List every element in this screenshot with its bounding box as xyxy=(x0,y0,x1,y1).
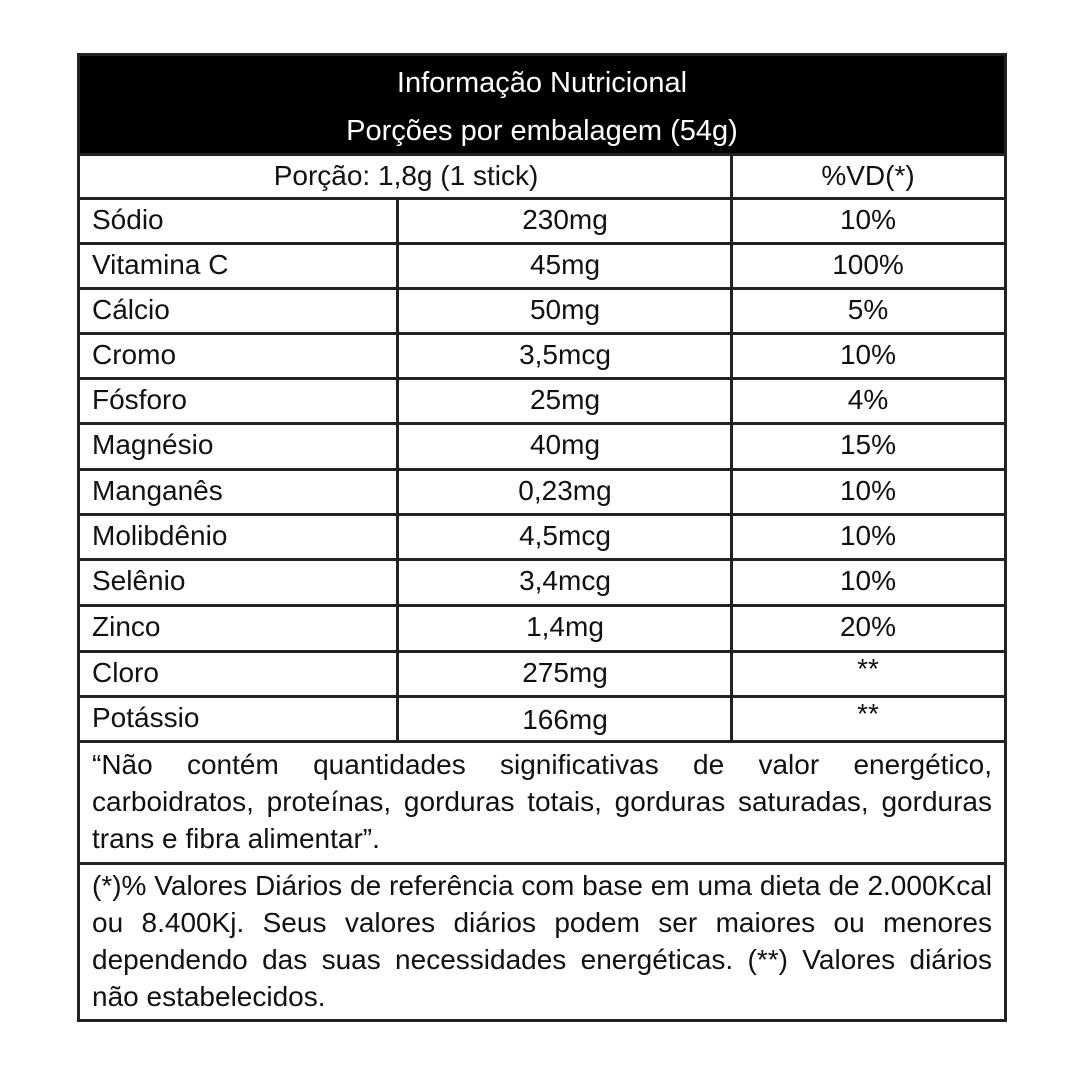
nutrient-name: Cálcio xyxy=(92,294,170,325)
nutrient-name: Manganês xyxy=(92,475,223,506)
portion-size-header: Porção: 1,8g (1 stick) xyxy=(273,160,539,191)
row-divider xyxy=(80,242,1004,245)
column-divider xyxy=(730,153,733,743)
row-divider xyxy=(80,332,1004,335)
table-title: Informação Nutricional xyxy=(396,67,688,99)
daily-values-reference-note: (*)% Valores Diários de referência com base em uma dieta de 2.000Kcal ou 8.400Kj. Seus valores diários podem ser maiores ou menores dependendo das suas necessidades energéticas. (**) Valores diários não estabelecidos. xyxy=(92,870,992,1012)
nutrition-facts-table xyxy=(77,53,1007,1022)
row-divider xyxy=(80,468,1004,471)
nutrient-name: Magnésio xyxy=(92,429,214,460)
row-divider xyxy=(80,197,1004,200)
row-divider xyxy=(80,695,1004,698)
nutrient-name: Selênio xyxy=(92,565,186,596)
row-divider xyxy=(80,513,1004,516)
nutrient-name: Potássio xyxy=(92,702,200,733)
nutrient-amount: 25mg xyxy=(529,384,601,415)
nutrient-amount: 50mg xyxy=(529,294,601,325)
nutrient-daily-value: 15% xyxy=(839,429,897,460)
nutrient-amount: 3,4mcg xyxy=(519,565,611,596)
nutrient-daily-value: ** xyxy=(857,653,879,684)
nutrient-daily-value: ** xyxy=(857,698,879,729)
nutrient-daily-value: 10% xyxy=(839,204,897,235)
nutrient-amount: 3,5mcg xyxy=(519,339,611,370)
nutrient-amount: 0,23mg xyxy=(518,475,612,506)
row-divider xyxy=(80,422,1004,425)
nutrient-amount: 230mg xyxy=(522,204,608,235)
nutrient-name: Cloro xyxy=(92,657,159,688)
nutrient-name: Sódio xyxy=(92,204,164,235)
nutrient-amount: 1,4mg xyxy=(526,611,604,642)
nutrient-name: Zinco xyxy=(92,611,161,642)
row-divider xyxy=(80,650,1004,653)
column-divider xyxy=(396,197,399,743)
nutrient-name: Molibdênio xyxy=(92,520,228,551)
row-divider xyxy=(80,604,1004,607)
nutrient-daily-value: 10% xyxy=(839,565,897,596)
nutrient-daily-value: 20% xyxy=(839,611,897,642)
servings-per-package: Porções por embalagem (54g) xyxy=(346,115,738,147)
nutrient-daily-value: 4% xyxy=(847,384,889,415)
row-divider xyxy=(80,377,1004,380)
section-divider xyxy=(80,862,1004,865)
nutrient-name: Vitamina C xyxy=(92,249,229,280)
nutrient-daily-value: 10% xyxy=(839,520,897,551)
nutrient-daily-value: 100% xyxy=(832,249,904,280)
nutrient-amount: 166mg xyxy=(522,704,608,735)
nutrient-daily-value: 10% xyxy=(839,475,897,506)
nutrient-daily-value: 10% xyxy=(839,339,897,370)
row-divider xyxy=(80,740,1004,743)
not-significant-note: “Não contém quantidades significativas de valor energético, carboidratos, proteínas, gorduras totais, gorduras saturadas, gorduras trans e fibra alimentar”. xyxy=(92,749,992,854)
nutrient-amount: 40mg xyxy=(529,429,601,460)
row-divider xyxy=(80,558,1004,561)
row-divider xyxy=(80,287,1004,290)
nutrient-amount: 4,5mcg xyxy=(519,520,611,551)
nutrient-name: Fósforo xyxy=(92,384,187,415)
nutrient-name: Cromo xyxy=(92,339,177,370)
row-divider xyxy=(80,153,1004,156)
table-header xyxy=(80,56,1004,154)
nutrient-daily-value: 5% xyxy=(847,294,889,325)
daily-value-header: %VD(*) xyxy=(821,160,915,191)
nutrient-amount: 45mg xyxy=(529,249,601,280)
nutrient-amount: 275mg xyxy=(522,657,608,688)
